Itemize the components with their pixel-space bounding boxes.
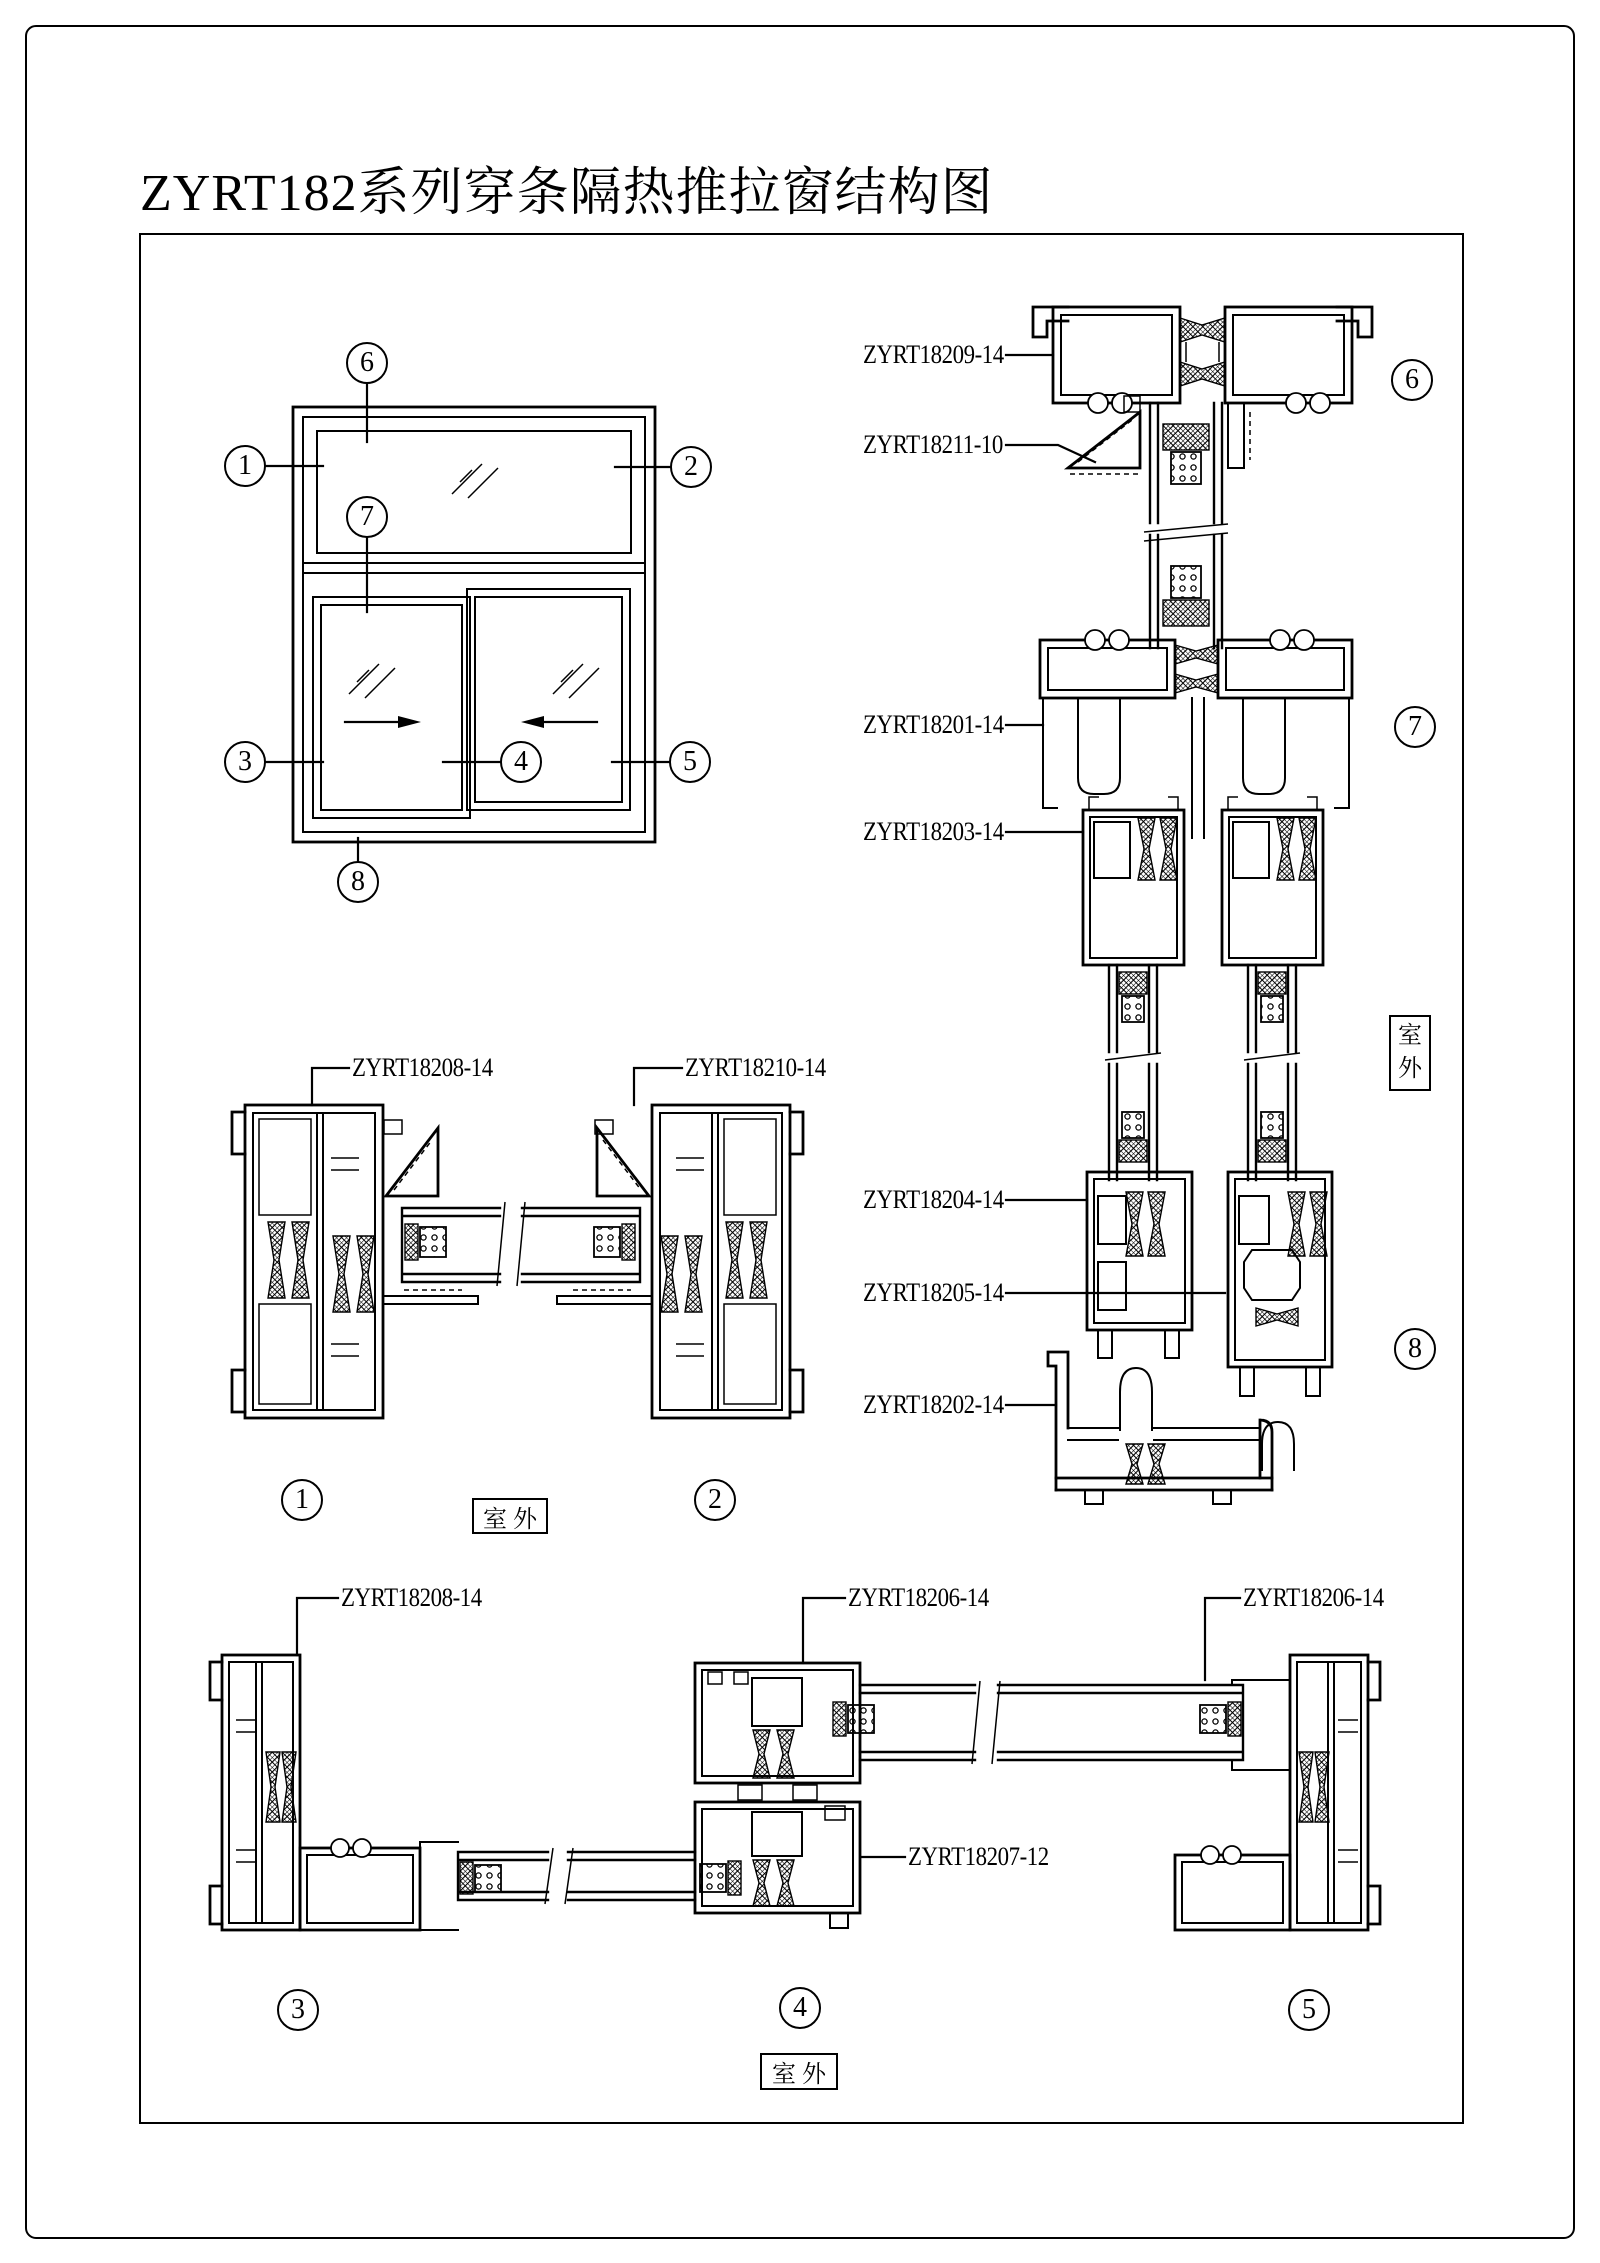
slide-arrow-right	[345, 716, 421, 728]
part-label-zyrt18210: ZYRT18210-14	[685, 1053, 826, 1082]
section7-transom-profile	[1040, 630, 1352, 1180]
section6-head-profile	[1033, 307, 1372, 648]
section-marker-8: 8	[1394, 1328, 1436, 1370]
bottom-label-leaders	[297, 1598, 1240, 1857]
outdoor-char-2: 外	[1398, 1056, 1422, 1082]
callout-3: 3	[224, 741, 266, 783]
section-marker-4: 4	[779, 1987, 821, 2029]
drawing-title: ZYRT182系列穿条隔热推拉窗结构图	[140, 165, 994, 222]
part-label-zyrt18207: ZYRT18207-12	[908, 1842, 1049, 1871]
part-label-zyrt18202: ZYRT18202-14	[863, 1390, 1004, 1419]
section-marker-3: 3	[277, 1989, 319, 2031]
callout-1: 1	[224, 445, 266, 487]
outdoor-box-right	[1389, 1015, 1431, 1091]
part-label-zyrt18209: ZYRT18209-14	[863, 340, 1004, 369]
slide-arrow-left	[521, 716, 597, 728]
section-marker-7: 7	[1394, 706, 1436, 748]
detail3-jamb-sill-profile	[210, 1655, 458, 1930]
detail4-5-glass-band	[833, 1681, 1243, 1764]
callout-8: 8	[337, 861, 379, 903]
callout-7: 7	[346, 496, 388, 538]
part-label-zyrt18211: ZYRT18211-10	[863, 430, 1003, 459]
part-label-zyrt18204: ZYRT18204-14	[863, 1185, 1004, 1214]
section8-sill-profile	[1048, 1172, 1332, 1504]
part-label-zyrt18201: ZYRT18201-14	[863, 710, 1004, 739]
section-marker-1: 1	[281, 1479, 323, 1521]
detail3-4-glass-band	[458, 1848, 741, 1904]
detail5-jamb-profile	[1175, 1655, 1380, 1930]
part-label-zyrt18205: ZYRT18205-14	[863, 1278, 1004, 1307]
detail1-jamb-profile	[232, 1105, 478, 1418]
detail1-2-glass-band	[402, 1202, 640, 1286]
window-elevation	[266, 384, 670, 861]
callout-2: 2	[670, 446, 712, 488]
part-label-zyrt18208-bottom: ZYRT18208-14	[341, 1583, 482, 1612]
part-label-zyrt18208-mid: ZYRT18208-14	[352, 1053, 493, 1082]
section-marker-5: 5	[1288, 1989, 1330, 2031]
part-label-zyrt18206-right: ZYRT18206-14	[1243, 1583, 1384, 1612]
callout-5: 5	[669, 741, 711, 783]
callout-4: 4	[500, 741, 542, 783]
part-label-zyrt18203: ZYRT18203-14	[863, 817, 1004, 846]
outdoor-char-1: 室	[1398, 1023, 1422, 1049]
section-marker-2: 2	[694, 1479, 736, 1521]
outdoor-box-middle: 室 外	[472, 1498, 548, 1534]
detail2-jamb-profile	[557, 1105, 803, 1418]
part-label-zyrt18206-mid: ZYRT18206-14	[848, 1583, 989, 1612]
callout-6: 6	[346, 342, 388, 384]
outdoor-box-bottom: 室 外	[760, 2053, 838, 2090]
section-marker-6: 6	[1391, 359, 1433, 401]
